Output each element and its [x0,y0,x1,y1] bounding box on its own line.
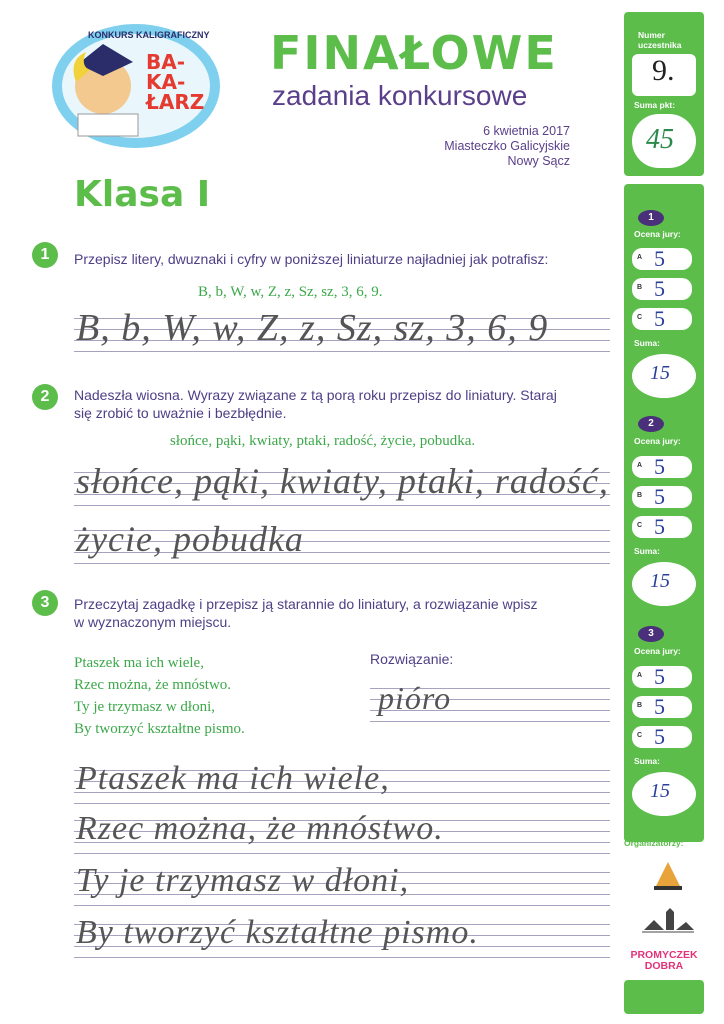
task-number-2: 2 [32,384,58,410]
score-3-a: A 5 [632,666,692,688]
jury-label-2: Ocena jury: [634,436,681,446]
task-1-handwriting: B, b, W, w, Z, z, Sz, sz, 3, 6, 9 [76,307,549,349]
task-3-instruction: Przeczytaj zagadkę i przepisz ją starannie do liniatury, a rozwiązanie wpisz w wyznaczonym miejscu. [74,596,538,630]
task-3-handwriting-line-4: By tworzyć kształtne pismo. [76,914,479,951]
sum-3: 15 [632,772,696,816]
sum-2: 15 [632,562,696,606]
logo-name: BA- KA- ŁARZ [146,50,205,114]
sum-label-1: Suma: [634,338,660,348]
score-2-a: A 5 [632,456,692,478]
task-1-instruction: Przepisz litery, dwuznaki i cyfry w poniższej liniaturze najładniej jak potrafisz: [74,251,549,267]
task-2-instruction: Nadeszła wiosna. Wyrazy związane z tą porą roku przepisz do liniatury. Staraj się zrobić to uważnie i bezbłędnie. [74,387,557,421]
score-1-a: A 5 [632,248,692,270]
svg-text:KONKURS KALIGRAFICZNY: KONKURS KALIGRAFICZNY [88,30,210,40]
task-1-sample: B, b, W, w, Z, z, Sz, sz, 3, 6, 9. [198,284,383,300]
class-heading: Klasa I [74,174,211,215]
score-2-c: C 5 [632,516,692,538]
task-3-poem: Ptaszek ma ich wiele, Rzec można, że mnóstwo. Ty je trzymasz w dłoni, By tworzyć kształtne pismo. [74,655,245,737]
task-number-1: 1 [32,242,58,268]
score-1-b: B 5 [632,278,692,300]
task-2-handwriting-line-1: słońce, pąki, kwiaty, ptaki, radość, [76,461,609,501]
sum-label-3: Suma: [634,756,660,766]
task-2-handwriting-line-2: życie, pobudka [76,519,304,559]
solution-handwriting: pióro [378,680,452,716]
event-info: 6 kwietnia 2017 Miasteczko Galicyjskie Nowy Sącz [444,124,570,168]
organizer-logo-park [648,856,688,896]
score-2-b: B 5 [632,486,692,508]
task-number-3: 3 [32,590,58,616]
scoring-sidebar [624,12,716,1022]
page-title: FINAŁOWE [270,26,558,80]
page-subtitle: zadania konkursowe [272,80,528,111]
participant-number-box: 9. [632,54,696,96]
solution-label: Rozwiązanie: [370,651,454,667]
total-points-box: 45 [632,114,696,168]
score-3-c: C 5 [632,726,692,748]
contest-logo [48,14,228,154]
organizers-label: Organizatorzy: [624,838,684,848]
jury-label-3: Ocena jury: [634,646,681,656]
score-3-b: B 5 [632,696,692,718]
total-points-label: Suma pkt: [634,100,676,110]
organizer-logo-promyczek: PROMYCZEK DOBRA [630,949,698,972]
sum-label-2: Suma: [634,546,660,556]
score-1-c: C 5 [632,308,692,330]
task-3-handwriting-line-3: Ty je trzymasz w dłoni, [76,862,410,899]
jury-label-1: Ocena jury: [634,229,681,239]
task-3-handwriting-line-2: Rzec można, że mnóstwo. [76,810,444,847]
task-3-handwriting-line-1: Ptaszek ma ich wiele, [76,760,390,797]
score-section-2: 2 [638,416,664,432]
score-section-1: 1 [638,210,664,226]
score-section-3: 3 [638,626,664,642]
sum-1: 15 [632,354,696,398]
participant-number-label: Numer uczestnika [638,30,682,50]
organizer-logo-town [640,904,696,940]
task-2-sample: słońce, pąki, kwiaty, ptaki, radość, życie, pobudka. [170,433,476,449]
